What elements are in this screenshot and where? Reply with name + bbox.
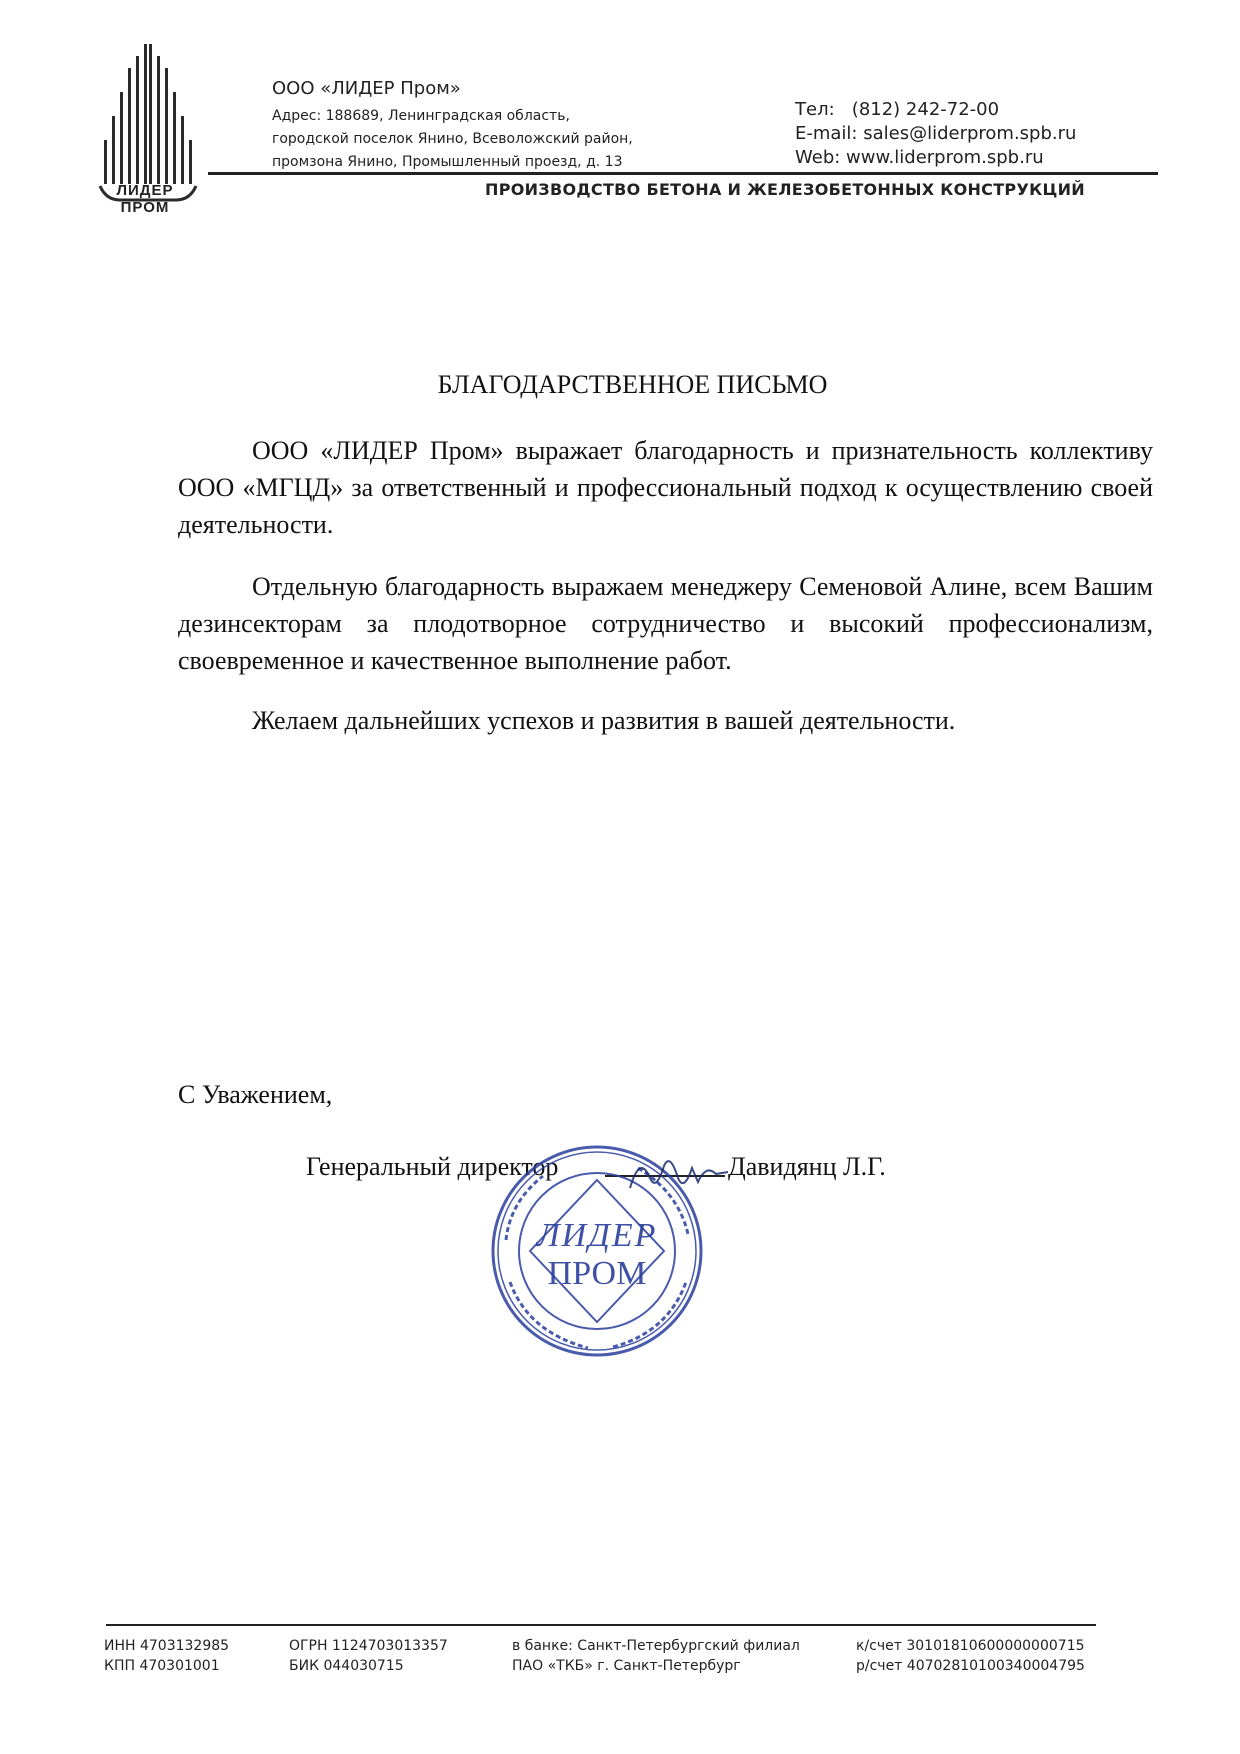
company-details bbox=[272, 78, 633, 174]
letter-paragraph: Отдельную благодарность выражаем менеджеру Семеновой Алине, всем Вашим дезинсекторам за плодотворное сотрудничество и высокий профессионализм, своевременное и качественное выполнение работ. bbox=[178, 572, 1153, 675]
logo-wordmark: ЛИДЕР ПРОМ bbox=[116, 182, 174, 216]
bank-line: в банке: Санкт-Петербургский филиал bbox=[512, 1638, 800, 1654]
letter-paragraph: Желаем дальнейших успехов и развития в вашей деятельности. bbox=[252, 706, 956, 735]
kpp: КПП 470301001 bbox=[104, 1658, 220, 1674]
website: Web: www.liderprom.spb.ru bbox=[795, 147, 1044, 168]
letter-title: БЛАГОДАРСТВЕННОЕ ПИСЬМО bbox=[437, 370, 828, 399]
footer-tax-ids bbox=[104, 1636, 229, 1676]
footer-bank bbox=[512, 1636, 800, 1676]
corr-account: к/счет 30101810600000000715 bbox=[856, 1638, 1085, 1654]
footer-divider bbox=[106, 1624, 1096, 1626]
bank-line: ПАО «ТКБ» г. Санкт-Петербург bbox=[512, 1658, 741, 1674]
bik: БИК 044030715 bbox=[289, 1658, 404, 1674]
signatory-name: Давидянц Л.Г. bbox=[728, 1152, 886, 1181]
inn: ИНН 4703132985 bbox=[104, 1638, 230, 1654]
address-line: городской поселок Янино, Всеволожский район, bbox=[272, 131, 633, 147]
stamp-wordmark-bottom: ПРОМ bbox=[547, 1255, 647, 1292]
address-line: промзона Янино, Промышленный проезд, д. 13 bbox=[272, 154, 623, 170]
ogrn: ОГРН 1124703013357 bbox=[289, 1638, 448, 1654]
settlement-account: р/счет 40702810100340004795 bbox=[856, 1658, 1085, 1674]
company-contacts bbox=[795, 98, 1076, 170]
handwritten-signature bbox=[622, 1148, 732, 1198]
stamp-wordmark-top: ЛИДЕР bbox=[536, 1217, 658, 1254]
address-line: Адрес: 188689, Ленинградская область, bbox=[272, 108, 570, 124]
company-name: ООО «ЛИДЕР Пром» bbox=[272, 78, 461, 99]
phone: Тел: (812) 242-72-00 bbox=[795, 99, 1000, 120]
company-tagline: ПРОИЗВОДСТВО БЕТОНА И ЖЕЛЕЗОБЕТОННЫХ КОНСТРУКЦИЙ bbox=[485, 180, 1085, 199]
signatory-role: Генеральный директор bbox=[306, 1152, 559, 1181]
footer-accounts bbox=[856, 1636, 1085, 1676]
letter-paragraph: ООО «ЛИДЕР Пром» выражает благодарность и признательность коллективу ООО «МГЦД» за ответственный и профессиональный подход к осуществлению своей деятельности. bbox=[178, 436, 1153, 539]
email: E-mail: sales@liderprom.spb.ru bbox=[795, 123, 1077, 144]
closing-greeting: С Уважением, bbox=[178, 1080, 333, 1109]
header-divider bbox=[208, 172, 1158, 175]
footer-registration bbox=[289, 1636, 448, 1676]
